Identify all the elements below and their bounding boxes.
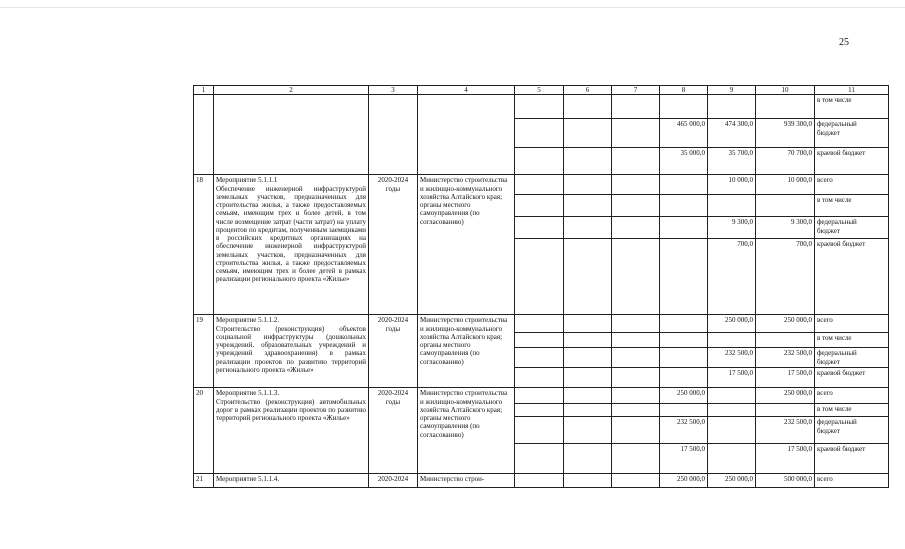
executor: Министерство строительства и жилищно-коммунального хозяйства Алтайского края; органы местного самоуправления (по согласованию) — [418, 388, 515, 474]
column-number: 7 — [612, 86, 660, 95]
cell — [564, 474, 612, 488]
cell: федеральный бюджет — [815, 417, 889, 444]
cell: 35 000,0 — [660, 148, 708, 175]
cell — [660, 315, 708, 333]
measure-title: Мероприятие 5.1.1.1 Обеспечение инженерной инфраструктурой земельных участков, предназначенных для строительства жилья, а также предоставляемых семьям, имеющим трех и более детей, в том числе возмещение затрат (части затрат) на уплату процентов по кредитам, полученным заемщиками в российских кредитных организациях на обеспечение инженерной инфраструктурой земельных участков, предназначенных для строительства жилья, а также предоставляемых семьям, имеющим трех и более детей в рамках реализации регионального проекта «Жилье» — [214, 175, 369, 315]
cell — [612, 239, 660, 315]
cell — [564, 404, 612, 417]
cell — [612, 119, 660, 148]
cell: в том числе — [815, 195, 889, 217]
cell — [612, 368, 660, 388]
table-row — [194, 95, 889, 119]
cell: краевой бюджет — [815, 239, 889, 315]
cell: всего — [815, 175, 889, 195]
cell — [564, 175, 612, 195]
cell: всего — [815, 388, 889, 404]
cell — [515, 239, 564, 315]
cell: 250 000,0 — [708, 315, 756, 333]
cell — [564, 195, 612, 217]
cell — [515, 175, 564, 195]
cell: 10 000,0 — [756, 175, 815, 195]
cell — [515, 474, 564, 488]
cell: краевой бюджет — [815, 368, 889, 388]
cell — [660, 368, 708, 388]
table-row — [194, 474, 889, 488]
budget-table — [193, 85, 889, 488]
cell — [564, 368, 612, 388]
cell: 232 500,0 — [660, 417, 708, 444]
cell — [660, 348, 708, 368]
column-number: 1 — [194, 86, 214, 95]
row-number: 19 — [194, 315, 214, 388]
cell — [708, 404, 756, 417]
cell: федеральный бюджет — [815, 119, 889, 148]
cell — [564, 95, 612, 119]
header-row — [194, 86, 889, 95]
cell — [708, 95, 756, 119]
cell — [515, 148, 564, 175]
cell — [194, 95, 214, 175]
cell: в том числе — [815, 333, 889, 348]
cell — [564, 119, 612, 148]
cell: в том числе — [815, 95, 889, 119]
cell — [564, 348, 612, 368]
cell: 17 500,0 — [756, 444, 815, 474]
cell — [660, 333, 708, 348]
cell: 474 300,0 — [708, 119, 756, 148]
cell: 9 300,0 — [708, 217, 756, 239]
cell — [612, 348, 660, 368]
cell: 17 500,0 — [660, 444, 708, 474]
cell — [612, 417, 660, 444]
cell: федеральный бюджет — [815, 348, 889, 368]
cell: 250 000,0 — [708, 474, 756, 488]
row-number: 18 — [194, 175, 214, 315]
cell — [369, 95, 418, 175]
row-number: 20 — [194, 388, 214, 474]
column-number: 2 — [214, 86, 369, 95]
cell: краевой бюджет — [815, 148, 889, 175]
cell — [612, 175, 660, 195]
cell: 250 000,0 — [756, 315, 815, 333]
period: 2020-2024 годы — [369, 388, 418, 474]
cell — [708, 444, 756, 474]
cell — [515, 333, 564, 348]
measure-title: Мероприятие 5.1.1.3. Строительство (реконструкция) автомобильных дорог в рамках реализации проектов по развитию территорий регионального проекта «Жилье» — [214, 388, 369, 474]
cell — [612, 404, 660, 417]
cell — [612, 315, 660, 333]
period: 2020-2024 годы — [369, 315, 418, 388]
cell — [515, 417, 564, 444]
cell: 700,0 — [708, 239, 756, 315]
cell — [756, 333, 815, 348]
cell: 250 000,0 — [660, 388, 708, 404]
cell — [612, 217, 660, 239]
cell — [564, 315, 612, 333]
cell — [564, 444, 612, 474]
cell: 232 500,0 — [756, 348, 815, 368]
cell — [756, 404, 815, 417]
table-row — [194, 315, 889, 333]
cell — [214, 95, 369, 175]
cell — [515, 368, 564, 388]
cell — [564, 217, 612, 239]
cell: 232 500,0 — [708, 348, 756, 368]
column-number: 5 — [515, 86, 564, 95]
cell: всего — [815, 315, 889, 333]
cell — [515, 119, 564, 148]
cell — [612, 474, 660, 488]
column-number: 9 — [708, 86, 756, 95]
cell — [515, 444, 564, 474]
cell — [756, 95, 815, 119]
cell — [564, 148, 612, 175]
cell — [515, 217, 564, 239]
cell: в том числе — [815, 404, 889, 417]
cell — [612, 148, 660, 175]
cell: краевой бюджет — [815, 444, 889, 474]
cell — [564, 333, 612, 348]
cell: 10 000,0 — [708, 175, 756, 195]
period: 2020-2024 — [369, 474, 418, 488]
cell: всего — [815, 474, 889, 488]
cell — [515, 348, 564, 368]
table-row — [194, 388, 889, 404]
cell: 500 000,0 — [756, 474, 815, 488]
cell — [612, 333, 660, 348]
measure-title: Мероприятие 5.1.1.2. Строительство (реконструкция) объектов социальной инфраструктуры (дошкольных учреждений, образовательных учреждений и учреждений здравоохранения) в рамках реализации проектов по развитию территорий регионального проекта «Жилье» — [214, 315, 369, 388]
cell: 465 000,0 — [660, 119, 708, 148]
cell — [515, 95, 564, 119]
cell — [418, 95, 515, 175]
cell — [612, 195, 660, 217]
cell: 250 000,0 — [660, 474, 708, 488]
row-number: 21 — [194, 474, 214, 488]
column-number: 8 — [660, 86, 708, 95]
cell — [564, 417, 612, 444]
period: 2020-2024 годы — [369, 175, 418, 315]
executor: Министерство строительства и жилищно-коммунального хозяйства Алтайского края; органы местного самоуправления (по согласованию) — [418, 175, 515, 315]
cell — [660, 195, 708, 217]
cell: 17 500,0 — [708, 368, 756, 388]
column-number: 10 — [756, 86, 815, 95]
cell — [515, 315, 564, 333]
column-number: 6 — [564, 86, 612, 95]
cell: 70 700,0 — [756, 148, 815, 175]
executor: Министерство строительства и жилищно-коммунального хозяйства Алтайского края; органы местного самоуправления (по согласованию) — [418, 315, 515, 388]
cell — [515, 195, 564, 217]
cell: 9 300,0 — [756, 217, 815, 239]
page-number: 25 — [839, 37, 849, 48]
cell — [660, 404, 708, 417]
column-number: 4 — [418, 86, 515, 95]
cell — [515, 404, 564, 417]
cell — [708, 388, 756, 404]
cell — [708, 195, 756, 217]
cell: 232 500,0 — [756, 417, 815, 444]
cell — [564, 239, 612, 315]
cell — [660, 175, 708, 195]
cell — [660, 217, 708, 239]
cell: 700,0 — [756, 239, 815, 315]
cell — [660, 239, 708, 315]
cell — [612, 444, 660, 474]
cell — [708, 333, 756, 348]
cell: 939 300,0 — [756, 119, 815, 148]
column-number: 3 — [369, 86, 418, 95]
cell — [660, 95, 708, 119]
cell: 35 700,0 — [708, 148, 756, 175]
cell — [564, 388, 612, 404]
cell — [612, 95, 660, 119]
scan-top-edge — [0, 7, 905, 8]
table-row — [194, 175, 889, 195]
cell — [612, 388, 660, 404]
cell: 17 500,0 — [756, 368, 815, 388]
cell — [515, 388, 564, 404]
cell — [708, 417, 756, 444]
column-number: 11 — [815, 86, 889, 95]
cell: федеральный бюджет — [815, 217, 889, 239]
measure-title: Мероприятие 5.1.1.4. — [214, 474, 369, 488]
cell — [756, 195, 815, 217]
cell: 250 000,0 — [756, 388, 815, 404]
executor: Министерство строи- — [418, 474, 515, 488]
